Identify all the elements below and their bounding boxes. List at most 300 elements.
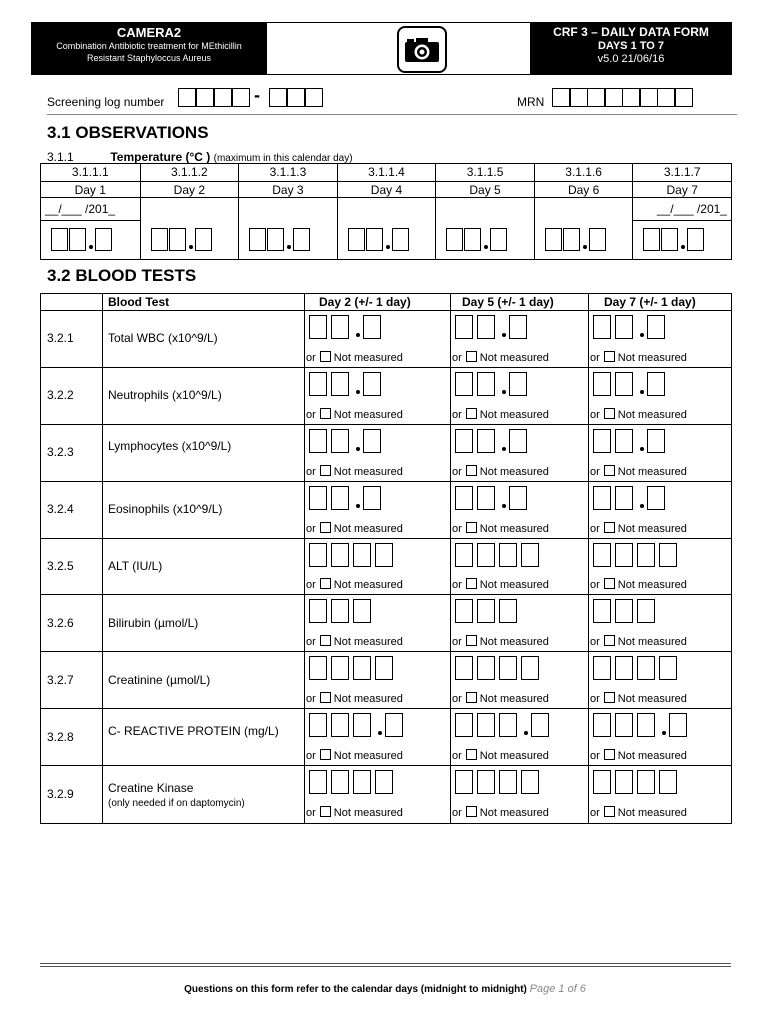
- result-digit-box[interactable]: [615, 656, 633, 680]
- result-digit-box[interactable]: [363, 372, 381, 396]
- temperature-label: Temperature (°C ): [110, 150, 211, 164]
- decimal-point: [502, 504, 506, 508]
- blood-test-name-text: Creatinine (µmol/L): [108, 672, 211, 687]
- temperature-digit-box[interactable]: [348, 228, 365, 251]
- temperature-number: 3.1.1: [47, 150, 74, 164]
- not-measured-label: Not measured: [617, 693, 687, 706]
- decimal-point: [524, 731, 528, 735]
- or-label: or: [452, 750, 462, 763]
- temperature-title: [47, 150, 353, 164]
- temperature-digit-box[interactable]: [69, 228, 86, 251]
- not-measured-checkbox[interactable]: [604, 692, 615, 703]
- result-digit-box[interactable]: [331, 372, 349, 396]
- screening-digit-box[interactable]: [214, 88, 232, 107]
- result-digit-box[interactable]: [593, 372, 611, 396]
- mrn-digit-box[interactable]: [622, 88, 640, 107]
- temperature-note: (maximum in this calendar day): [213, 153, 353, 164]
- footer-text: Questions on this form refer to the calendar days (midnight to midnight): [184, 984, 527, 995]
- result-digit-box[interactable]: [477, 770, 495, 794]
- decimal-point: [356, 447, 360, 451]
- blood-test-row: [41, 425, 731, 482]
- decimal-point: [386, 245, 390, 249]
- footer-divider: [40, 963, 731, 964]
- result-digit-box[interactable]: [499, 599, 517, 623]
- form-title: CRF 3 – DAILY DATA FORM: [553, 25, 709, 39]
- blood-test-row: [41, 311, 731, 368]
- result-digit-box[interactable]: [331, 713, 349, 737]
- temperature-day-label: Day 4: [338, 181, 436, 198]
- result-digit-box[interactable]: [309, 713, 327, 737]
- or-label: or: [452, 522, 462, 535]
- study-line-1: Combination Antibiotic treatment for MEthicillin: [56, 41, 242, 51]
- screening-digit-box[interactable]: [232, 88, 250, 107]
- temperature-digit-box[interactable]: [661, 228, 678, 251]
- result-digit-box[interactable]: [637, 770, 655, 794]
- temperature-day-column: [140, 164, 239, 259]
- not-measured-label: Not measured: [333, 693, 403, 706]
- blood-test-code: 3.2.3: [47, 445, 74, 460]
- or-label: or: [590, 465, 600, 478]
- or-label: or: [590, 636, 600, 649]
- temperature-digit-box[interactable]: [545, 228, 562, 251]
- not-measured-option[interactable]: [590, 408, 687, 421]
- form-days: DAYS 1 TO 7: [597, 40, 665, 52]
- temperature-code: 3.1.1.1: [71, 165, 109, 179]
- blood-test-row: [41, 766, 731, 823]
- result-digit-box[interactable]: [309, 543, 327, 567]
- temperature-day-label: Day 7: [633, 181, 731, 198]
- result-digit-box[interactable]: [331, 656, 349, 680]
- not-measured-option[interactable]: [452, 465, 549, 478]
- result-digit-box[interactable]: [647, 486, 665, 510]
- or-label: or: [452, 579, 462, 592]
- mrn-digit-box[interactable]: [570, 88, 588, 107]
- result-digit-box[interactable]: [477, 429, 495, 453]
- result-digit-box[interactable]: [375, 770, 393, 794]
- temperature-day-column: [534, 164, 633, 259]
- temperature-digit-box[interactable]: [249, 228, 266, 251]
- not-measured-option[interactable]: [306, 806, 403, 819]
- mrn-digit-box[interactable]: [657, 88, 675, 107]
- not-measured-option[interactable]: [452, 635, 549, 648]
- not-measured-checkbox[interactable]: [466, 806, 477, 817]
- result-digit-box[interactable]: [615, 770, 633, 794]
- result-digit-box[interactable]: [477, 372, 495, 396]
- result-digit-box[interactable]: [375, 543, 393, 567]
- result-digit-box[interactable]: [309, 770, 327, 794]
- result-digit-box[interactable]: [637, 543, 655, 567]
- not-measured-checkbox[interactable]: [320, 465, 331, 476]
- temperature-digit-box[interactable]: [446, 228, 463, 251]
- result-digit-box[interactable]: [615, 543, 633, 567]
- decimal-point: [640, 333, 644, 337]
- temperature-digit-box[interactable]: [643, 228, 660, 251]
- not-measured-checkbox[interactable]: [466, 351, 477, 362]
- not-measured-label: Not measured: [333, 806, 403, 819]
- blood-test-code: 3.2.5: [47, 558, 74, 573]
- not-measured-option[interactable]: [306, 749, 403, 762]
- or-label: or: [590, 579, 600, 592]
- blood-test-name: [108, 673, 298, 687]
- result-digit-box[interactable]: [593, 713, 611, 737]
- decimal-point: [378, 731, 382, 735]
- not-measured-option[interactable]: [452, 692, 549, 705]
- decimal-point: [287, 245, 291, 249]
- not-measured-option[interactable]: [452, 749, 549, 762]
- mrn-digit-box[interactable]: [587, 88, 605, 107]
- not-measured-label: Not measured: [479, 750, 549, 763]
- screening-row: [47, 87, 737, 115]
- result-digit-box[interactable]: [353, 770, 371, 794]
- result-digit-box[interactable]: [331, 429, 349, 453]
- result-digit-box[interactable]: [593, 429, 611, 453]
- not-measured-label: Not measured: [333, 465, 403, 478]
- not-measured-checkbox[interactable]: [604, 749, 615, 760]
- result-digit-box[interactable]: [593, 315, 611, 339]
- result-digit-box[interactable]: [331, 599, 349, 623]
- temperature-digit-box[interactable]: [687, 228, 704, 251]
- temperature-day-column: [238, 164, 337, 259]
- study-title-block: [31, 22, 267, 75]
- result-digit-box[interactable]: [593, 599, 611, 623]
- not-measured-checkbox[interactable]: [320, 522, 331, 533]
- result-digit-box[interactable]: [363, 486, 381, 510]
- not-measured-option[interactable]: [452, 408, 549, 421]
- result-digit-box[interactable]: [385, 713, 403, 737]
- decimal-point: [662, 731, 666, 735]
- not-measured-checkbox[interactable]: [604, 408, 615, 419]
- blood-test-code: 3.2.8: [47, 729, 74, 744]
- screening-digit-box[interactable]: [196, 88, 214, 107]
- result-digit-box[interactable]: [499, 656, 517, 680]
- result-digit-box[interactable]: [593, 486, 611, 510]
- result-digit-box[interactable]: [659, 543, 677, 567]
- result-digit-box[interactable]: [615, 486, 633, 510]
- blood-test-row: [41, 368, 731, 425]
- mrn-digit-box[interactable]: [640, 88, 658, 107]
- temperature-digit-box[interactable]: [490, 228, 507, 251]
- not-measured-option[interactable]: [590, 522, 687, 535]
- mrn-label: MRN: [517, 95, 545, 109]
- or-label: or: [452, 351, 462, 364]
- not-measured-checkbox[interactable]: [604, 465, 615, 476]
- not-measured-checkbox[interactable]: [320, 351, 331, 362]
- not-measured-label: Not measured: [479, 806, 549, 819]
- decimal-point: [681, 245, 685, 249]
- not-measured-checkbox[interactable]: [320, 635, 331, 646]
- or-label: or: [306, 750, 316, 763]
- not-measured-option[interactable]: [452, 806, 549, 819]
- temperature-digit-box[interactable]: [366, 228, 383, 251]
- result-digit-box[interactable]: [309, 599, 327, 623]
- not-measured-checkbox[interactable]: [320, 578, 331, 589]
- or-label: or: [590, 351, 600, 364]
- col-day-2: Day 2 (+/- 1 day): [319, 295, 411, 309]
- result-digit-box[interactable]: [375, 656, 393, 680]
- not-measured-option[interactable]: [306, 408, 403, 421]
- result-digit-box[interactable]: [309, 315, 327, 339]
- temperature-day-column: [435, 164, 534, 259]
- result-digit-box[interactable]: [615, 372, 633, 396]
- not-measured-checkbox[interactable]: [604, 578, 615, 589]
- or-label: or: [306, 693, 316, 706]
- temperature-code: 3.1.1.4: [368, 165, 405, 179]
- not-measured-option[interactable]: [590, 806, 687, 819]
- result-digit-box[interactable]: [477, 656, 495, 680]
- result-digit-box[interactable]: [455, 429, 473, 453]
- result-digit-box[interactable]: [647, 372, 665, 396]
- blood-test-row: [41, 539, 731, 596]
- not-measured-option[interactable]: [306, 692, 403, 705]
- temperature-date-field[interactable]: __/___ /201_: [656, 202, 727, 216]
- result-digit-box[interactable]: [615, 713, 633, 737]
- screening-label: Screening log number: [47, 95, 165, 109]
- result-digit-box[interactable]: [499, 543, 517, 567]
- temperature-digit-box[interactable]: [563, 228, 580, 251]
- blood-test-note: (only needed if on daptomycin): [108, 797, 245, 809]
- result-digit-box[interactable]: [521, 656, 539, 680]
- result-digit-box[interactable]: [593, 543, 611, 567]
- result-digit-box[interactable]: [353, 599, 371, 623]
- temperature-digit-box[interactable]: [51, 228, 68, 251]
- blood-test-name-text: Creatine Kinase: [108, 780, 194, 795]
- blood-test-name-text: Eosinophils (x10^9/L): [108, 502, 223, 517]
- or-label: or: [306, 579, 316, 592]
- not-measured-checkbox[interactable]: [466, 578, 477, 589]
- result-digit-box[interactable]: [615, 599, 633, 623]
- result-digit-box[interactable]: [331, 770, 349, 794]
- not-measured-label: Not measured: [479, 636, 549, 649]
- result-digit-box[interactable]: [455, 713, 473, 737]
- result-digit-box[interactable]: [455, 770, 473, 794]
- not-measured-option[interactable]: [452, 351, 549, 364]
- result-digit-box[interactable]: [477, 543, 495, 567]
- result-digit-box[interactable]: [521, 770, 539, 794]
- result-digit-box[interactable]: [455, 599, 473, 623]
- blood-test-code: 3.2.4: [47, 502, 74, 517]
- result-digit-box[interactable]: [637, 599, 655, 623]
- screening-dash: -: [254, 85, 260, 105]
- not-measured-checkbox[interactable]: [604, 635, 615, 646]
- not-measured-option[interactable]: [452, 578, 549, 591]
- blood-test-name-text: Total WBC (x10^9/L): [108, 331, 218, 346]
- result-digit-box[interactable]: [455, 372, 473, 396]
- result-digit-box[interactable]: [509, 486, 527, 510]
- not-measured-label: Not measured: [617, 636, 687, 649]
- temperature-digit-box[interactable]: [95, 228, 112, 251]
- or-label: or: [306, 636, 316, 649]
- not-measured-option[interactable]: [306, 578, 403, 591]
- not-measured-option[interactable]: [590, 351, 687, 364]
- result-digit-box[interactable]: [615, 429, 633, 453]
- result-digit-box[interactable]: [331, 486, 349, 510]
- study-line-2: Resistant Staphyloccus Aureus: [86, 53, 212, 63]
- result-digit-box[interactable]: [353, 543, 371, 567]
- not-measured-option[interactable]: [306, 522, 403, 535]
- result-digit-box[interactable]: [521, 543, 539, 567]
- date-underline: [41, 220, 140, 221]
- result-digit-box[interactable]: [477, 486, 495, 510]
- not-measured-option[interactable]: [306, 465, 403, 478]
- result-digit-box[interactable]: [499, 713, 517, 737]
- screening-digit-box[interactable]: [178, 88, 196, 107]
- not-measured-checkbox[interactable]: [320, 692, 331, 703]
- result-digit-box[interactable]: [593, 656, 611, 680]
- result-digit-box[interactable]: [659, 656, 677, 680]
- temperature-code: 3.1.1.5: [466, 165, 504, 179]
- not-measured-checkbox[interactable]: [604, 351, 615, 362]
- not-measured-option[interactable]: [306, 635, 403, 648]
- not-measured-checkbox[interactable]: [466, 522, 477, 533]
- not-measured-checkbox[interactable]: [466, 749, 477, 760]
- form-title-block: [530, 22, 732, 75]
- not-measured-checkbox[interactable]: [604, 522, 615, 533]
- result-digit-box[interactable]: [455, 486, 473, 510]
- result-digit-box[interactable]: [363, 429, 381, 453]
- footer-divider-2: [40, 966, 731, 967]
- or-label: or: [452, 465, 462, 478]
- not-measured-option[interactable]: [590, 578, 687, 591]
- not-measured-checkbox[interactable]: [466, 408, 477, 419]
- not-measured-checkbox[interactable]: [466, 692, 477, 703]
- decimal-point: [502, 447, 506, 451]
- decimal-point: [356, 504, 360, 508]
- result-digit-box[interactable]: [659, 770, 677, 794]
- temperature-code: 3.1.1.2: [170, 165, 208, 179]
- result-digit-box[interactable]: [531, 713, 549, 737]
- not-measured-label: Not measured: [617, 522, 687, 535]
- result-digit-box[interactable]: [647, 315, 665, 339]
- result-digit-box[interactable]: [353, 713, 371, 737]
- footer: [0, 983, 770, 995]
- blood-test-name: [108, 388, 298, 402]
- not-measured-label: Not measured: [333, 351, 403, 364]
- not-measured-checkbox[interactable]: [466, 465, 477, 476]
- not-measured-label: Not measured: [479, 351, 549, 364]
- not-measured-label: Not measured: [333, 408, 403, 421]
- temperature-digit-box[interactable]: [169, 228, 186, 251]
- result-digit-box[interactable]: [455, 315, 473, 339]
- result-digit-box[interactable]: [637, 713, 655, 737]
- not-measured-checkbox[interactable]: [466, 635, 477, 646]
- blood-test-name: [108, 559, 298, 573]
- mrn-digit-box[interactable]: [552, 88, 570, 107]
- result-digit-box[interactable]: [637, 656, 655, 680]
- not-measured-option[interactable]: [590, 749, 687, 762]
- not-measured-label: Not measured: [617, 806, 687, 819]
- blood-test-code: 3.2.6: [47, 615, 74, 630]
- or-label: or: [306, 522, 316, 535]
- not-measured-label: Not measured: [479, 579, 549, 592]
- not-measured-option[interactable]: [306, 351, 403, 364]
- blood-test-row: [41, 709, 731, 766]
- col-day-5: Day 5 (+/- 1 day): [462, 295, 554, 309]
- not-measured-option[interactable]: [590, 465, 687, 478]
- or-label: or: [590, 750, 600, 763]
- temperature-digit-box[interactable]: [195, 228, 212, 251]
- not-measured-checkbox[interactable]: [320, 408, 331, 419]
- temperature-digit-box[interactable]: [151, 228, 168, 251]
- screening-digit-box[interactable]: [305, 88, 323, 107]
- temperature-code: 3.1.1.3: [269, 165, 307, 179]
- not-measured-label: Not measured: [617, 408, 687, 421]
- result-digit-box[interactable]: [331, 543, 349, 567]
- not-measured-checkbox[interactable]: [320, 806, 331, 817]
- temperature-day-column: [41, 164, 140, 259]
- screening-digit-box[interactable]: [287, 88, 305, 107]
- result-digit-box[interactable]: [309, 656, 327, 680]
- blood-test-code: 3.2.9: [47, 786, 74, 801]
- temperature-digit-box[interactable]: [267, 228, 284, 251]
- not-measured-label: Not measured: [479, 408, 549, 421]
- not-measured-checkbox[interactable]: [320, 749, 331, 760]
- screening-digit-box[interactable]: [269, 88, 287, 107]
- result-digit-box[interactable]: [499, 770, 517, 794]
- study-name: CAMERA2: [116, 25, 182, 40]
- not-measured-option[interactable]: [590, 635, 687, 648]
- blood-test-code: 3.2.7: [47, 672, 74, 687]
- blood-test-name: [108, 781, 298, 811]
- result-digit-box[interactable]: [593, 770, 611, 794]
- result-digit-box[interactable]: [309, 372, 327, 396]
- temperature-date-field[interactable]: __/___ /201_: [45, 202, 116, 216]
- temperature-table: [40, 163, 732, 260]
- mrn-digit-box[interactable]: [605, 88, 623, 107]
- decimal-point: [502, 390, 506, 394]
- result-digit-box[interactable]: [647, 429, 665, 453]
- not-measured-option[interactable]: [590, 692, 687, 705]
- or-label: or: [306, 408, 316, 421]
- result-digit-box[interactable]: [309, 486, 327, 510]
- temperature-digit-box[interactable]: [293, 228, 310, 251]
- result-digit-box[interactable]: [477, 599, 495, 623]
- not-measured-label: Not measured: [617, 750, 687, 763]
- blood-test-name: [108, 331, 298, 345]
- decimal-point: [356, 333, 360, 337]
- or-label: or: [452, 806, 462, 819]
- temperature-day-label: Day 6: [535, 181, 633, 198]
- result-digit-box[interactable]: [509, 315, 527, 339]
- temperature-day-label: Day 1: [41, 181, 140, 198]
- temperature-code: 3.1.1.6: [565, 165, 602, 179]
- result-digit-box[interactable]: [477, 713, 495, 737]
- not-measured-checkbox[interactable]: [604, 806, 615, 817]
- result-digit-box[interactable]: [669, 713, 687, 737]
- result-digit-box[interactable]: [509, 372, 527, 396]
- not-measured-label: Not measured: [617, 465, 687, 478]
- or-label: or: [452, 693, 462, 706]
- result-digit-box[interactable]: [455, 656, 473, 680]
- temperature-digit-box[interactable]: [589, 228, 606, 251]
- result-digit-box[interactable]: [509, 429, 527, 453]
- result-digit-box[interactable]: [615, 315, 633, 339]
- not-measured-option[interactable]: [452, 522, 549, 535]
- temperature-code: 3.1.1.7: [663, 165, 701, 179]
- result-digit-box[interactable]: [353, 656, 371, 680]
- result-digit-box[interactable]: [455, 543, 473, 567]
- result-digit-box[interactable]: [363, 315, 381, 339]
- blood-test-name-text: ALT (IU/L): [108, 558, 163, 573]
- not-measured-label: Not measured: [333, 636, 403, 649]
- temperature-digit-box[interactable]: [392, 228, 409, 251]
- or-label: or: [590, 522, 600, 535]
- blood-tests-table: [40, 293, 732, 824]
- mrn-digit-box[interactable]: [675, 88, 693, 107]
- result-digit-box[interactable]: [309, 429, 327, 453]
- result-digit-box[interactable]: [331, 315, 349, 339]
- temperature-digit-box[interactable]: [464, 228, 481, 251]
- result-digit-box[interactable]: [477, 315, 495, 339]
